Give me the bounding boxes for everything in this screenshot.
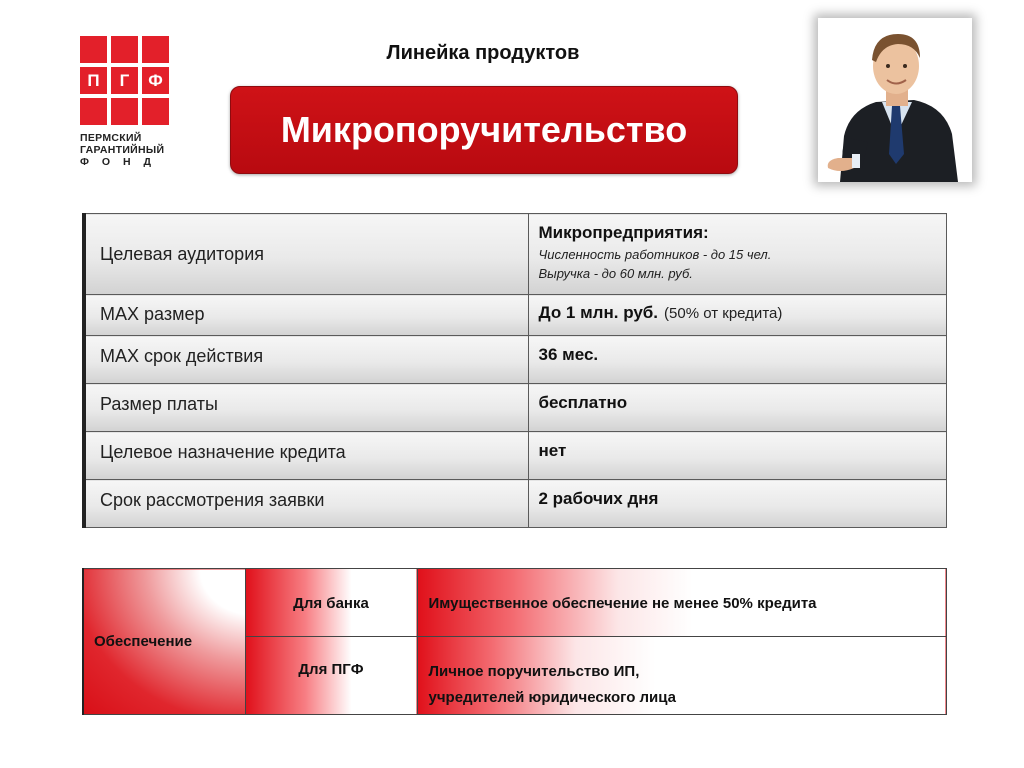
table-row — [84, 214, 947, 295]
row-label-loan-purpose: Целевое назначение кредита — [84, 432, 528, 480]
row-value-review-time — [528, 480, 947, 528]
table-row — [84, 384, 947, 432]
security-table — [82, 568, 947, 715]
security-for-bank: Для банка — [245, 569, 417, 637]
security-pgf-line-2: учредителей юридического лица — [428, 689, 677, 707]
row-value-audience — [528, 214, 947, 295]
pgf-logo — [80, 36, 180, 168]
logo-square — [111, 36, 138, 63]
security-pgf-value — [417, 637, 947, 715]
security-pgf-line-1: Личное поручительство ИП, — [428, 663, 640, 681]
loan-purpose-value: нет — [538, 441, 567, 460]
table-row — [84, 336, 947, 384]
review-time-value: 2 рабочих дня — [538, 489, 659, 508]
row-label-fee: Размер платы — [84, 384, 528, 432]
logo-letter: Г — [111, 67, 138, 94]
businessman-photo — [818, 18, 972, 182]
row-label-review-time: Срок рассмотрения заявки — [84, 480, 528, 528]
logo-square — [142, 98, 169, 125]
table-row — [83, 569, 947, 637]
logo-square — [80, 36, 107, 63]
logo-square — [111, 98, 138, 125]
product-terms-table — [82, 213, 947, 528]
logo-line-1: ПЕРМСКИЙ — [80, 132, 142, 144]
logo-letter: Ф — [142, 67, 169, 94]
logo-letter: П — [80, 67, 107, 94]
logo-mark — [80, 36, 169, 125]
max-size-value: До 1 млн. руб. — [538, 303, 659, 322]
row-value-max-term — [528, 336, 947, 384]
row-value-max-size — [528, 295, 947, 336]
row-value-fee — [528, 384, 947, 432]
logo-line-3: Ф О Н Д — [80, 156, 156, 168]
row-label-max-term: MAX срок действия — [84, 336, 528, 384]
table-row — [84, 480, 947, 528]
security-bank-line: Имущественное обеспечение не менее 50% кредита — [428, 595, 817, 612]
logo-square — [142, 36, 169, 63]
security-label: Обеспечение — [83, 569, 245, 715]
row-label-audience: Целевая аудитория — [84, 214, 528, 295]
page-subtitle: Линейка продуктов — [386, 42, 580, 64]
security-bank-value — [417, 569, 947, 637]
table-row — [84, 295, 947, 336]
max-term-value: 36 мес. — [538, 345, 599, 364]
audience-revenue: Выручка - до 60 млн. руб. — [538, 266, 693, 281]
table-row — [84, 432, 947, 480]
page-title: Микропоручительство — [280, 109, 688, 150]
fee-value: бесплатно — [538, 393, 628, 412]
businessman-handshake-icon — [818, 18, 972, 182]
logo-square — [80, 98, 107, 125]
logo-wordmark — [80, 132, 180, 168]
row-label-max-size: MAX размер — [84, 295, 528, 336]
max-size-note: (50% от кредита) — [664, 305, 783, 322]
logo-line-2: ГАРАНТИЙНЫЙ — [80, 144, 165, 156]
title-banner — [230, 86, 738, 174]
audience-employees: Численность работников - до 15 чел. — [538, 247, 772, 262]
security-for-pgf: Для ПГФ — [245, 637, 417, 715]
row-value-loan-purpose — [528, 432, 947, 480]
audience-heading: Микропредприятия: — [538, 223, 709, 242]
